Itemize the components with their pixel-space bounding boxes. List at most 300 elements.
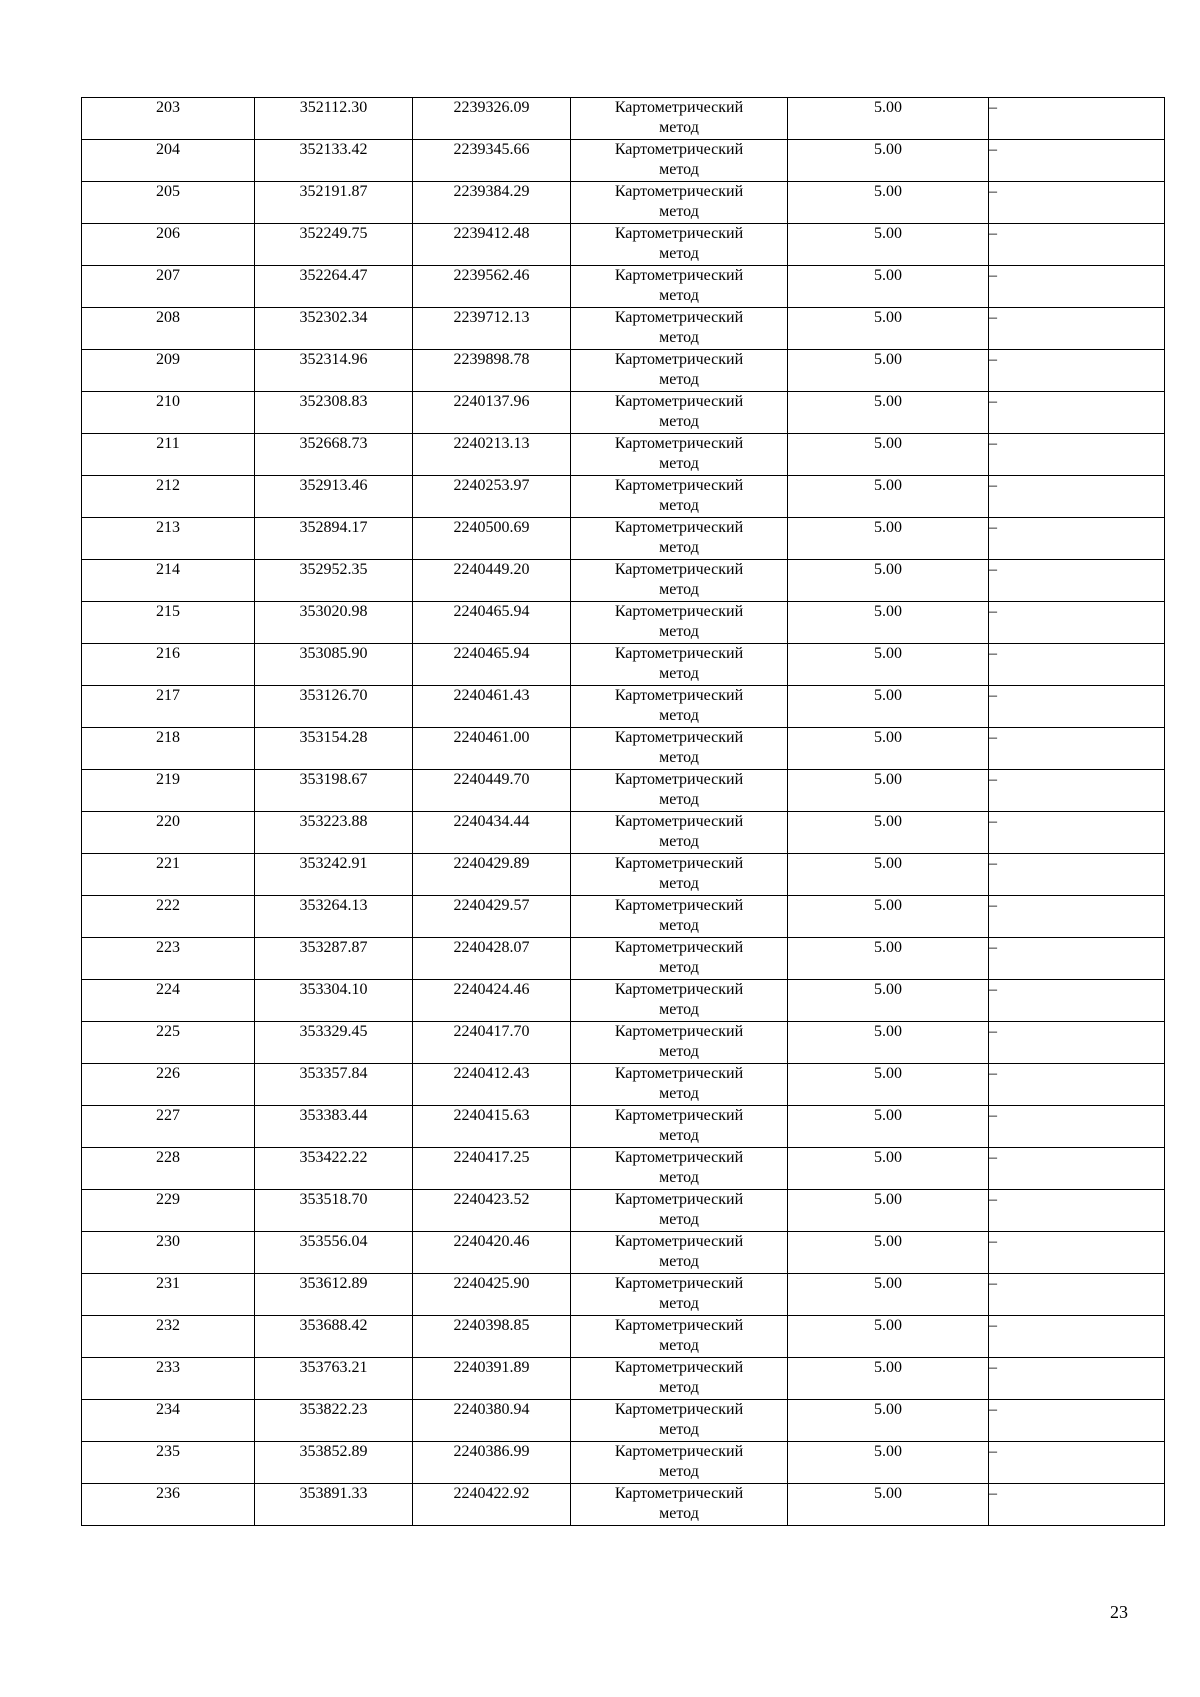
description-cell: – xyxy=(989,980,1165,1022)
accuracy-cell: 5.00 xyxy=(788,644,989,686)
accuracy-cell: 5.00 xyxy=(788,770,989,812)
method-line-1: Картометрический xyxy=(614,267,744,284)
accuracy-cell: 5.00 xyxy=(788,686,989,728)
table-row xyxy=(82,980,1165,1022)
point-number-cell: 215 xyxy=(82,602,255,644)
table-row xyxy=(82,560,1165,602)
description-cell: – xyxy=(989,266,1165,308)
method-cell xyxy=(571,476,788,518)
table-row xyxy=(82,434,1165,476)
y-coordinate-cell: 2240213.13 xyxy=(413,434,571,476)
accuracy-cell: 5.00 xyxy=(788,182,989,224)
point-number-cell: 236 xyxy=(82,1484,255,1526)
table-row xyxy=(82,224,1165,266)
y-coordinate-cell: 2240428.07 xyxy=(413,938,571,980)
accuracy-cell: 5.00 xyxy=(788,98,989,140)
point-number-cell: 218 xyxy=(82,728,255,770)
method-cell xyxy=(571,686,788,728)
method-line-1: Картометрический xyxy=(614,477,744,494)
description-cell: – xyxy=(989,1148,1165,1190)
y-coordinate-cell: 2240398.85 xyxy=(413,1316,571,1358)
x-coordinate-cell: 353198.67 xyxy=(255,770,413,812)
accuracy-cell: 5.00 xyxy=(788,1232,989,1274)
description-cell: – xyxy=(989,812,1165,854)
description-cell: – xyxy=(989,728,1165,770)
method-cell xyxy=(571,1358,788,1400)
table-row xyxy=(82,602,1165,644)
x-coordinate-cell: 353688.42 xyxy=(255,1316,413,1358)
method-line-2: метод xyxy=(659,1043,699,1060)
method-cell xyxy=(571,392,788,434)
point-number-cell: 207 xyxy=(82,266,255,308)
y-coordinate-cell: 2240461.43 xyxy=(413,686,571,728)
y-coordinate-cell: 2239326.09 xyxy=(413,98,571,140)
table-row xyxy=(82,1190,1165,1232)
method-line-2: метод xyxy=(659,287,699,304)
x-coordinate-cell: 353556.04 xyxy=(255,1232,413,1274)
x-coordinate-cell: 352308.83 xyxy=(255,392,413,434)
accuracy-cell: 5.00 xyxy=(788,602,989,644)
method-line-2: метод xyxy=(659,1505,699,1522)
accuracy-cell: 5.00 xyxy=(788,1442,989,1484)
y-coordinate-cell: 2239712.13 xyxy=(413,308,571,350)
description-cell: – xyxy=(989,1106,1165,1148)
y-coordinate-cell: 2240461.00 xyxy=(413,728,571,770)
table-row xyxy=(82,896,1165,938)
x-coordinate-cell: 352314.96 xyxy=(255,350,413,392)
method-line-1: Картометрический xyxy=(614,1317,744,1334)
y-coordinate-cell: 2240429.57 xyxy=(413,896,571,938)
table-row xyxy=(82,182,1165,224)
x-coordinate-cell: 353852.89 xyxy=(255,1442,413,1484)
table-row xyxy=(82,686,1165,728)
accuracy-cell: 5.00 xyxy=(788,1484,989,1526)
method-line-1: Картометрический xyxy=(614,897,744,914)
table-row xyxy=(82,1316,1165,1358)
x-coordinate-cell: 352191.87 xyxy=(255,182,413,224)
accuracy-cell: 5.00 xyxy=(788,1106,989,1148)
table-row xyxy=(82,518,1165,560)
method-cell xyxy=(571,266,788,308)
table-row xyxy=(82,644,1165,686)
accuracy-cell: 5.00 xyxy=(788,1316,989,1358)
x-coordinate-cell: 352264.47 xyxy=(255,266,413,308)
method-line-2: метод xyxy=(659,161,699,178)
point-number-cell: 220 xyxy=(82,812,255,854)
point-number-cell: 206 xyxy=(82,224,255,266)
method-cell xyxy=(571,1232,788,1274)
method-cell xyxy=(571,812,788,854)
method-line-1: Картометрический xyxy=(614,687,744,704)
table-row xyxy=(82,728,1165,770)
point-number-cell: 235 xyxy=(82,1442,255,1484)
description-cell: – xyxy=(989,1190,1165,1232)
table-row xyxy=(82,266,1165,308)
table-row xyxy=(82,854,1165,896)
method-line-2: метод xyxy=(659,665,699,682)
method-line-2: метод xyxy=(659,119,699,136)
point-number-cell: 203 xyxy=(82,98,255,140)
method-cell xyxy=(571,602,788,644)
method-line-2: метод xyxy=(659,917,699,934)
method-cell xyxy=(571,1442,788,1484)
y-coordinate-cell: 2240449.20 xyxy=(413,560,571,602)
x-coordinate-cell: 352249.75 xyxy=(255,224,413,266)
method-line-2: метод xyxy=(659,1463,699,1480)
method-line-2: метод xyxy=(659,455,699,472)
method-cell xyxy=(571,560,788,602)
table-row xyxy=(82,98,1165,140)
description-cell: – xyxy=(989,1358,1165,1400)
accuracy-cell: 5.00 xyxy=(788,1148,989,1190)
method-line-1: Картометрический xyxy=(614,771,744,788)
description-cell: – xyxy=(989,644,1165,686)
y-coordinate-cell: 2239345.66 xyxy=(413,140,571,182)
method-cell xyxy=(571,350,788,392)
method-cell xyxy=(571,1274,788,1316)
method-line-1: Картометрический xyxy=(614,1275,744,1292)
page-number: 23 xyxy=(1110,1602,1128,1622)
method-line-1: Картометрический xyxy=(614,1485,744,1502)
method-cell xyxy=(571,728,788,770)
accuracy-cell: 5.00 xyxy=(788,224,989,266)
method-line-1: Картометрический xyxy=(614,435,744,452)
accuracy-cell: 5.00 xyxy=(788,140,989,182)
table-row xyxy=(82,392,1165,434)
x-coordinate-cell: 352913.46 xyxy=(255,476,413,518)
point-number-cell: 209 xyxy=(82,350,255,392)
method-cell xyxy=(571,518,788,560)
method-line-2: метод xyxy=(659,707,699,724)
y-coordinate-cell: 2240465.94 xyxy=(413,644,571,686)
method-line-2: метод xyxy=(659,203,699,220)
table-row xyxy=(82,1400,1165,1442)
method-line-1: Картометрический xyxy=(614,1401,744,1418)
method-line-1: Картометрический xyxy=(614,561,744,578)
accuracy-cell: 5.00 xyxy=(788,350,989,392)
method-line-2: метод xyxy=(659,581,699,598)
point-number-cell: 229 xyxy=(82,1190,255,1232)
x-coordinate-cell: 352952.35 xyxy=(255,560,413,602)
method-line-2: метод xyxy=(659,245,699,262)
accuracy-cell: 5.00 xyxy=(788,1358,989,1400)
method-line-2: метод xyxy=(659,1085,699,1102)
point-number-cell: 211 xyxy=(82,434,255,476)
y-coordinate-cell: 2240422.92 xyxy=(413,1484,571,1526)
point-number-cell: 204 xyxy=(82,140,255,182)
point-number-cell: 222 xyxy=(82,896,255,938)
accuracy-cell: 5.00 xyxy=(788,1400,989,1442)
method-line-2: метод xyxy=(659,1295,699,1312)
description-cell: – xyxy=(989,1232,1165,1274)
description-cell: – xyxy=(989,686,1165,728)
description-cell: – xyxy=(989,1400,1165,1442)
point-number-cell: 205 xyxy=(82,182,255,224)
method-line-1: Картометрический xyxy=(614,1107,744,1124)
point-number-cell: 210 xyxy=(82,392,255,434)
table-row xyxy=(82,1442,1165,1484)
x-coordinate-cell: 353287.87 xyxy=(255,938,413,980)
table-row xyxy=(82,350,1165,392)
y-coordinate-cell: 2240391.89 xyxy=(413,1358,571,1400)
point-number-cell: 216 xyxy=(82,644,255,686)
accuracy-cell: 5.00 xyxy=(788,476,989,518)
method-line-1: Картометрический xyxy=(614,183,744,200)
y-coordinate-cell: 2240429.89 xyxy=(413,854,571,896)
description-cell: – xyxy=(989,938,1165,980)
accuracy-cell: 5.00 xyxy=(788,980,989,1022)
method-line-2: метод xyxy=(659,1421,699,1438)
x-coordinate-cell: 353612.89 xyxy=(255,1274,413,1316)
point-number-cell: 225 xyxy=(82,1022,255,1064)
accuracy-cell: 5.00 xyxy=(788,434,989,476)
point-number-cell: 217 xyxy=(82,686,255,728)
method-cell xyxy=(571,1484,788,1526)
y-coordinate-cell: 2240424.46 xyxy=(413,980,571,1022)
point-number-cell: 227 xyxy=(82,1106,255,1148)
y-coordinate-cell: 2240253.97 xyxy=(413,476,571,518)
method-line-2: метод xyxy=(659,833,699,850)
y-coordinate-cell: 2239384.29 xyxy=(413,182,571,224)
table-row xyxy=(82,476,1165,518)
point-number-cell: 231 xyxy=(82,1274,255,1316)
x-coordinate-cell: 353304.10 xyxy=(255,980,413,1022)
table-row xyxy=(82,770,1165,812)
point-number-cell: 234 xyxy=(82,1400,255,1442)
point-number-cell: 233 xyxy=(82,1358,255,1400)
x-coordinate-cell: 353126.70 xyxy=(255,686,413,728)
method-line-1: Картометрический xyxy=(614,309,744,326)
method-line-1: Картометрический xyxy=(614,99,744,116)
x-coordinate-cell: 352894.17 xyxy=(255,518,413,560)
y-coordinate-cell: 2240465.94 xyxy=(413,602,571,644)
x-coordinate-cell: 352133.42 xyxy=(255,140,413,182)
method-cell xyxy=(571,896,788,938)
method-cell xyxy=(571,224,788,266)
description-cell: – xyxy=(989,140,1165,182)
table-row xyxy=(82,1106,1165,1148)
point-number-cell: 221 xyxy=(82,854,255,896)
method-line-1: Картометрический xyxy=(614,1191,744,1208)
method-cell xyxy=(571,308,788,350)
x-coordinate-cell: 353242.91 xyxy=(255,854,413,896)
method-line-1: Картометрический xyxy=(614,1023,744,1040)
x-coordinate-cell: 353085.90 xyxy=(255,644,413,686)
y-coordinate-cell: 2240386.99 xyxy=(413,1442,571,1484)
accuracy-cell: 5.00 xyxy=(788,1064,989,1106)
y-coordinate-cell: 2240412.43 xyxy=(413,1064,571,1106)
table-row xyxy=(82,812,1165,854)
method-line-2: метод xyxy=(659,1169,699,1186)
method-line-1: Картометрический xyxy=(614,855,744,872)
method-cell xyxy=(571,1148,788,1190)
method-line-1: Картометрический xyxy=(614,225,744,242)
table-row xyxy=(82,1064,1165,1106)
y-coordinate-cell: 2240425.90 xyxy=(413,1274,571,1316)
table-row xyxy=(82,1148,1165,1190)
description-cell: – xyxy=(989,896,1165,938)
point-number-cell: 212 xyxy=(82,476,255,518)
point-number-cell: 223 xyxy=(82,938,255,980)
description-cell: – xyxy=(989,308,1165,350)
description-cell: – xyxy=(989,182,1165,224)
method-cell xyxy=(571,140,788,182)
method-cell xyxy=(571,98,788,140)
method-line-1: Картометрический xyxy=(614,351,744,368)
description-cell: – xyxy=(989,350,1165,392)
y-coordinate-cell: 2240415.63 xyxy=(413,1106,571,1148)
method-line-1: Картометрический xyxy=(614,1233,744,1250)
x-coordinate-cell: 353822.23 xyxy=(255,1400,413,1442)
table-row xyxy=(82,1484,1165,1526)
point-number-cell: 219 xyxy=(82,770,255,812)
x-coordinate-cell: 353223.88 xyxy=(255,812,413,854)
method-cell xyxy=(571,770,788,812)
method-line-1: Картометрический xyxy=(614,393,744,410)
x-coordinate-cell: 352112.30 xyxy=(255,98,413,140)
method-line-2: метод xyxy=(659,791,699,808)
description-cell: – xyxy=(989,392,1165,434)
method-line-1: Картометрический xyxy=(614,141,744,158)
accuracy-cell: 5.00 xyxy=(788,392,989,434)
accuracy-cell: 5.00 xyxy=(788,266,989,308)
method-line-1: Картометрический xyxy=(614,1443,744,1460)
method-line-1: Картометрический xyxy=(614,1359,744,1376)
method-line-1: Картометрический xyxy=(614,1065,744,1082)
method-line-1: Картометрический xyxy=(614,981,744,998)
description-cell: – xyxy=(989,854,1165,896)
y-coordinate-cell: 2240434.44 xyxy=(413,812,571,854)
accuracy-cell: 5.00 xyxy=(788,518,989,560)
coordinates-table xyxy=(81,97,1165,1526)
description-cell: – xyxy=(989,1022,1165,1064)
y-coordinate-cell: 2239898.78 xyxy=(413,350,571,392)
table-row xyxy=(82,938,1165,980)
description-cell: – xyxy=(989,518,1165,560)
method-line-2: метод xyxy=(659,329,699,346)
y-coordinate-cell: 2240137.96 xyxy=(413,392,571,434)
x-coordinate-cell: 353383.44 xyxy=(255,1106,413,1148)
y-coordinate-cell: 2240449.70 xyxy=(413,770,571,812)
y-coordinate-cell: 2240423.52 xyxy=(413,1190,571,1232)
method-line-2: метод xyxy=(659,1253,699,1270)
accuracy-cell: 5.00 xyxy=(788,1022,989,1064)
method-cell xyxy=(571,980,788,1022)
coordinates-table-body xyxy=(82,98,1165,1526)
method-line-1: Картометрический xyxy=(614,645,744,662)
method-line-1: Картометрический xyxy=(614,813,744,830)
accuracy-cell: 5.00 xyxy=(788,812,989,854)
method-line-2: метод xyxy=(659,1379,699,1396)
method-line-2: метод xyxy=(659,1127,699,1144)
x-coordinate-cell: 353518.70 xyxy=(255,1190,413,1232)
method-line-1: Картометрический xyxy=(614,1149,744,1166)
method-line-2: метод xyxy=(659,371,699,388)
point-number-cell: 226 xyxy=(82,1064,255,1106)
x-coordinate-cell: 353154.28 xyxy=(255,728,413,770)
method-cell xyxy=(571,938,788,980)
description-cell: – xyxy=(989,770,1165,812)
description-cell: – xyxy=(989,224,1165,266)
point-number-cell: 208 xyxy=(82,308,255,350)
point-number-cell: 232 xyxy=(82,1316,255,1358)
method-line-2: метод xyxy=(659,413,699,430)
table-row xyxy=(82,1358,1165,1400)
table-row xyxy=(82,1274,1165,1316)
x-coordinate-cell: 353264.13 xyxy=(255,896,413,938)
method-line-2: метод xyxy=(659,875,699,892)
x-coordinate-cell: 353891.33 xyxy=(255,1484,413,1526)
y-coordinate-cell: 2240500.69 xyxy=(413,518,571,560)
method-line-2: метод xyxy=(659,1001,699,1018)
point-number-cell: 224 xyxy=(82,980,255,1022)
method-line-2: метод xyxy=(659,1211,699,1228)
method-cell xyxy=(571,182,788,224)
description-cell: – xyxy=(989,560,1165,602)
point-number-cell: 214 xyxy=(82,560,255,602)
description-cell: – xyxy=(989,1316,1165,1358)
accuracy-cell: 5.00 xyxy=(788,896,989,938)
method-cell xyxy=(571,434,788,476)
accuracy-cell: 5.00 xyxy=(788,1190,989,1232)
x-coordinate-cell: 352302.34 xyxy=(255,308,413,350)
description-cell: – xyxy=(989,1484,1165,1526)
description-cell: – xyxy=(989,1064,1165,1106)
description-cell: – xyxy=(989,1274,1165,1316)
method-line-2: метод xyxy=(659,1337,699,1354)
y-coordinate-cell: 2239412.48 xyxy=(413,224,571,266)
method-line-2: метод xyxy=(659,959,699,976)
accuracy-cell: 5.00 xyxy=(788,728,989,770)
table-row xyxy=(82,308,1165,350)
point-number-cell: 230 xyxy=(82,1232,255,1274)
accuracy-cell: 5.00 xyxy=(788,308,989,350)
description-cell: – xyxy=(989,1442,1165,1484)
point-number-cell: 213 xyxy=(82,518,255,560)
method-line-2: метод xyxy=(659,497,699,514)
description-cell: – xyxy=(989,602,1165,644)
y-coordinate-cell: 2240417.25 xyxy=(413,1148,571,1190)
method-line-1: Картометрический xyxy=(614,603,744,620)
x-coordinate-cell: 353020.98 xyxy=(255,602,413,644)
description-cell: – xyxy=(989,98,1165,140)
y-coordinate-cell: 2240380.94 xyxy=(413,1400,571,1442)
method-cell xyxy=(571,854,788,896)
method-line-1: Картометрический xyxy=(614,519,744,536)
x-coordinate-cell: 353329.45 xyxy=(255,1022,413,1064)
method-cell xyxy=(571,1064,788,1106)
method-cell xyxy=(571,1316,788,1358)
method-cell xyxy=(571,644,788,686)
y-coordinate-cell: 2239562.46 xyxy=(413,266,571,308)
accuracy-cell: 5.00 xyxy=(788,560,989,602)
y-coordinate-cell: 2240420.46 xyxy=(413,1232,571,1274)
x-coordinate-cell: 353422.22 xyxy=(255,1148,413,1190)
description-cell: – xyxy=(989,476,1165,518)
x-coordinate-cell: 353763.21 xyxy=(255,1358,413,1400)
method-line-2: метод xyxy=(659,539,699,556)
accuracy-cell: 5.00 xyxy=(788,938,989,980)
method-line-1: Картометрический xyxy=(614,729,744,746)
method-line-1: Картометрический xyxy=(614,939,744,956)
point-number-cell: 228 xyxy=(82,1148,255,1190)
x-coordinate-cell: 352668.73 xyxy=(255,434,413,476)
x-coordinate-cell: 353357.84 xyxy=(255,1064,413,1106)
method-line-2: метод xyxy=(659,749,699,766)
method-cell xyxy=(571,1022,788,1064)
method-cell xyxy=(571,1190,788,1232)
method-cell xyxy=(571,1400,788,1442)
